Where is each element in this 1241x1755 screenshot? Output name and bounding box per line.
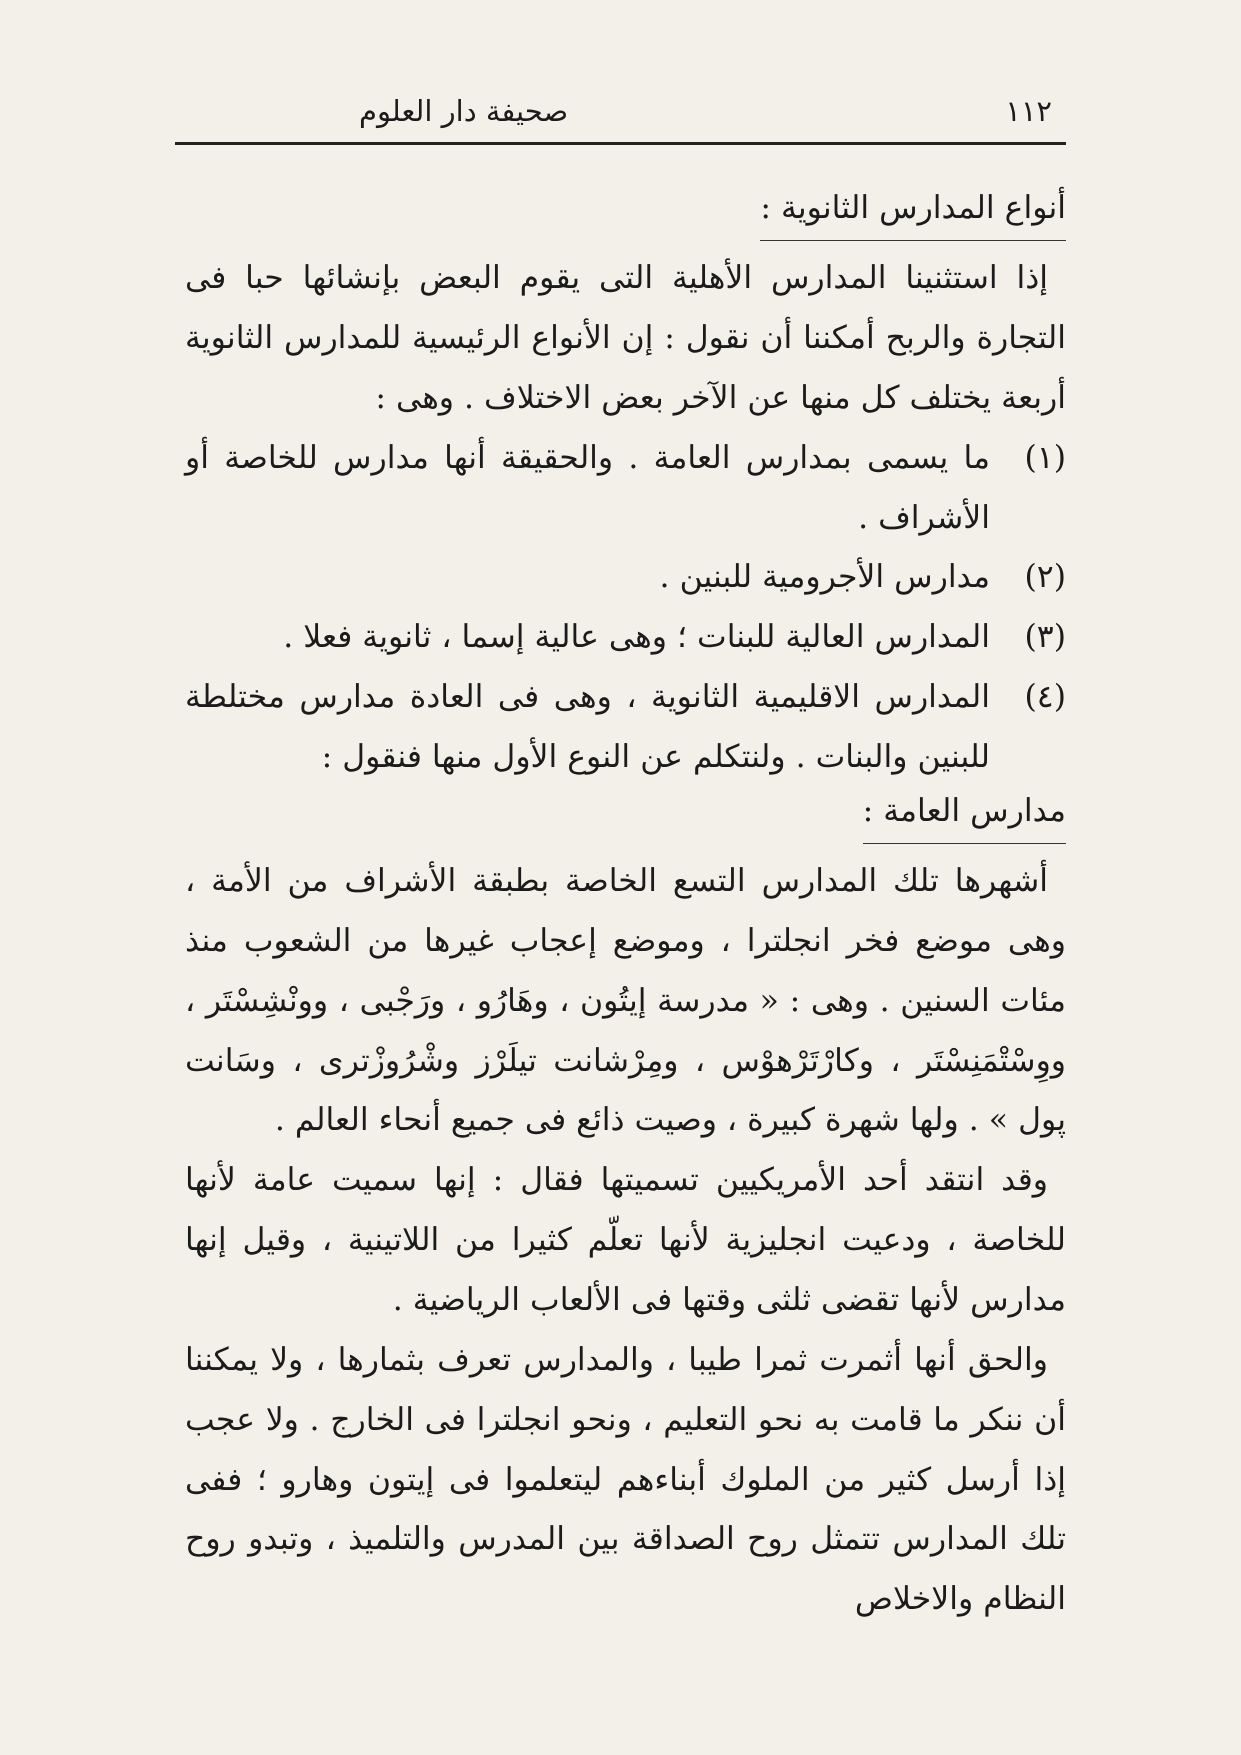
body-paragraph: والحق أنها أثمرت ثمرا طيبا ، والمدارس تعرف بثمارها ، ولا يمكننا أن ننكر ما قامت به نحو التعليم ، ونحو انجلترا فى الخارج . ولا عجب إذا أرسل كثير من الملوك أبناءهم ليتعلموا فى إيتون وهارو ؛ ففى تلك المدارس تتمثل روح الصداقة بين المدرس والتلميذ ، وتبدو روح النظام والاخلاص: [185, 1341, 1066, 1618]
list-item: [185, 668, 1066, 788]
text-body: [185, 185, 1066, 1630]
list-item-text: المدارس العالية للبنات ؛ وهى عالية إسما ، ثانوية فعلا .: [283, 619, 990, 656]
running-header: [185, 88, 1066, 134]
body-paragraph: أشهرها تلك المدارس التسع الخاصة بطبقة الأشراف من الأمة ، وهى موضع فخر انجلترا ، وموضع إعجاب غيرها من الشعوب منذ مئات السنين . وهى : « مدرسة إيتُون ، وهَارُو ، ورَجْبى ، وونْشِسْتَر ، ووِسْتْمَنِسْتَر ، وكارْتَرْهوْس ، ومِرْشانت تيلَرْز وشْرُوزْترى ، وسَانت پول » . ولها شهرة كبيرة ، وصيت ذائع فى جميع أنحاء العالم .: [185, 863, 1066, 1139]
section-heading-public-schools: مدارس العامة :: [863, 788, 1066, 844]
body-paragraph: وقد انتقد أحد الأمريكيين تسميتها فقال : إنها سميت عامة لأنها للخاصة ، ودعيت انجليزية لأنها تعلّم كثيرا من اللاتينية ، وقيل إنها مدارس لأنها تقضى ثلثى وقتها فى الألعاب الرياضية .: [185, 1162, 1066, 1318]
list-item-text: مدارس الأجرومية للبنين .: [659, 559, 990, 596]
list-item: [185, 429, 1066, 549]
list-item-number: (٣): [1024, 619, 1066, 656]
intro-paragraph: إذا استثنينا المدارس الأهلية التى يقوم البعض بإنشائها حبا فى التجارة والربح أمكننا أن نقول : إن الأنواع الرئيسية للمدارس الثانوية أربعة يختلف كل منها عن الآخر بعض الاختلاف . وهى :: [185, 260, 1066, 416]
page-number: ١١٢: [1005, 94, 1052, 128]
header-rule: [175, 142, 1066, 145]
journal-title: صحيفة دار العلوم: [359, 94, 569, 128]
list-item-number: (٤): [1024, 679, 1066, 716]
list-item-text: المدارس الاقليمية الثانوية ، وهى فى العادة مدارس مختلطة للبنين والبنات . ولنتكلم عن النوع الأول منها فنقول :: [185, 679, 990, 775]
school-types-list: [185, 429, 1066, 788]
section-heading-secondary-school-types: أنواع المدارس الثانوية :: [760, 185, 1066, 241]
list-item: [185, 608, 1066, 668]
list-item: [185, 548, 1066, 608]
list-item-text: ما يسمى بمدارس العامة . والحقيقة أنها مدارس للخاصة أو الأشراف .: [185, 439, 990, 536]
list-item-number: (١): [1024, 439, 1066, 476]
list-item-number: (٢): [1024, 559, 1066, 596]
